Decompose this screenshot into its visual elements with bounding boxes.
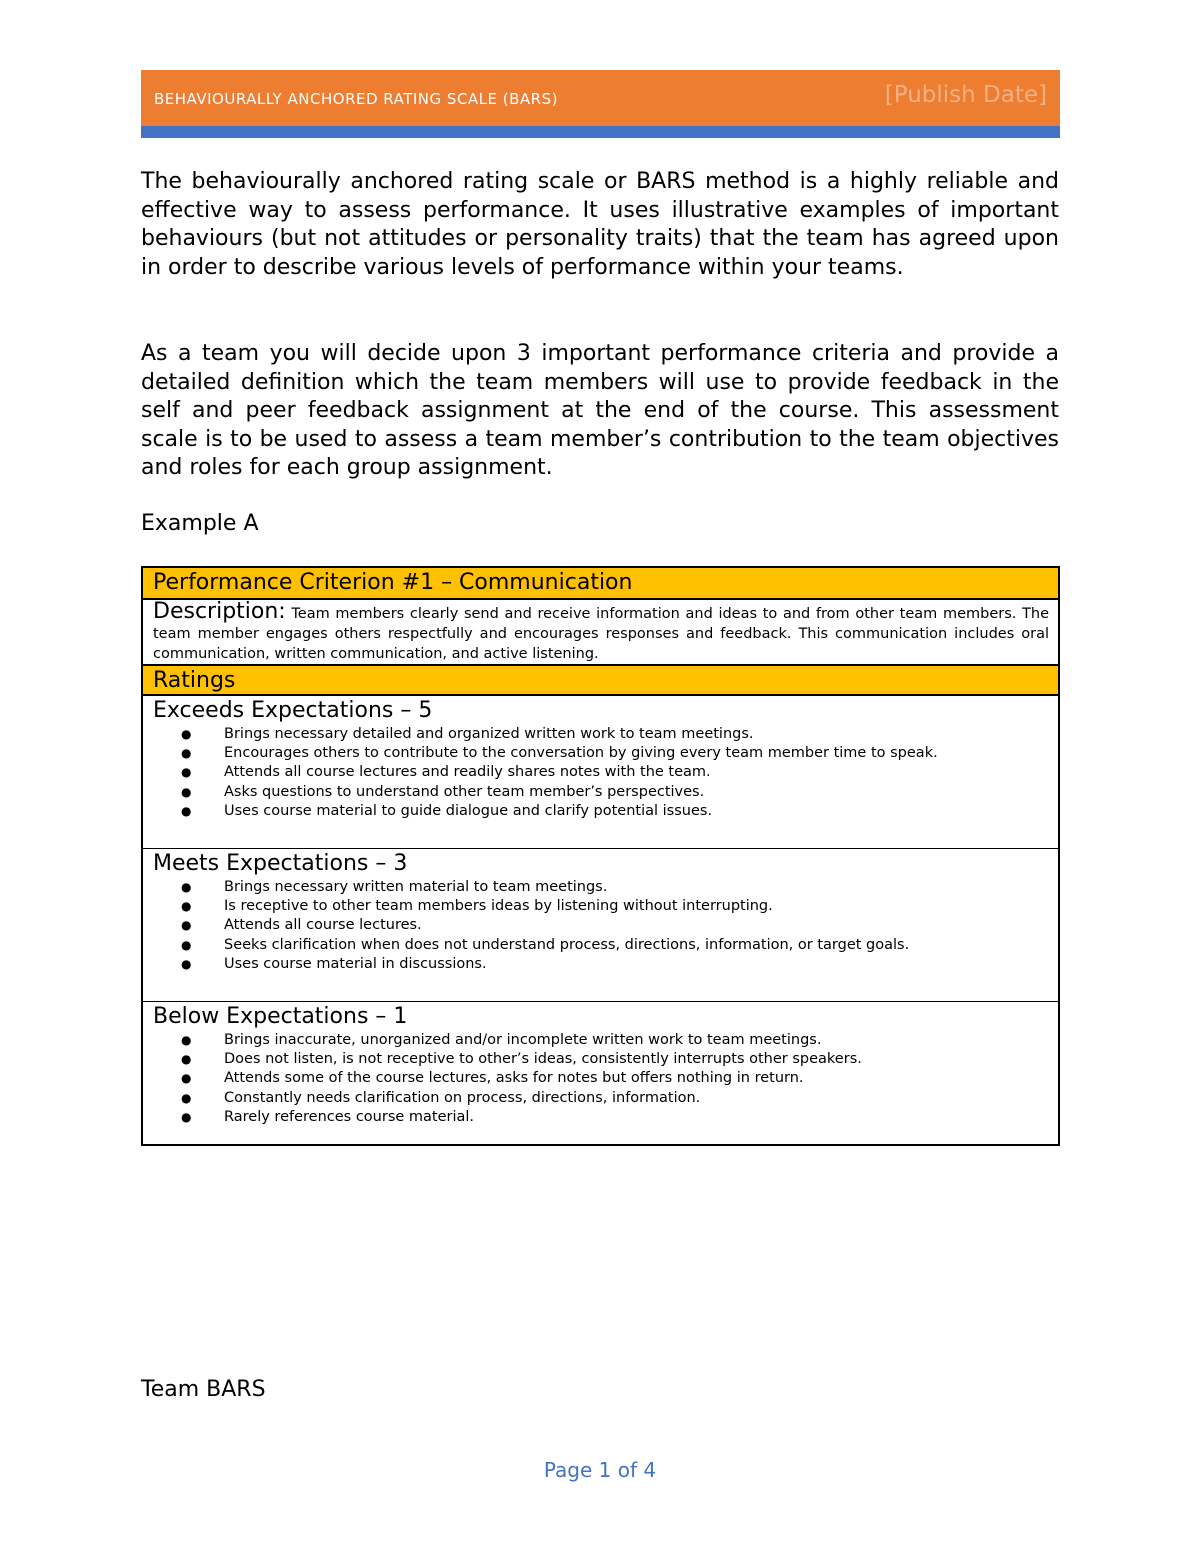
list-item: ● Rarely references course material.: [181, 1108, 862, 1127]
description-row: [143, 600, 1058, 666]
bullet-icon: ●: [181, 803, 192, 818]
criterion-title: Performance Criterion #1 – Communication: [153, 570, 633, 595]
list-item: ● Does not listen, is not receptive to other’s ideas, consistently interrupts other speakers.: [181, 1050, 862, 1069]
rating-exceeds: [143, 696, 1058, 849]
publish-date-placeholder: [Publish Date]: [884, 82, 1047, 108]
list-item: ● Brings necessary written material to team meetings.: [181, 878, 909, 897]
ratings-label: Ratings: [153, 668, 236, 693]
bullet-icon: ●: [181, 956, 192, 971]
bullet-list: [181, 725, 938, 821]
bullet-icon: ●: [181, 918, 192, 933]
list-item: ● Attends all course lectures and readily shares notes with the team.: [181, 763, 938, 782]
list-item: ● Encourages others to contribute to the conversation by giving every team member time to speak.: [181, 744, 938, 763]
bullet-icon: ●: [181, 1109, 192, 1124]
bullet-icon: ●: [181, 899, 192, 914]
bullet-icon: ●: [181, 880, 192, 894]
team-bars-heading: Team BARS: [141, 1377, 266, 1402]
description-text: [153, 599, 1050, 664]
header-rule: [141, 126, 1060, 138]
list-item: ● Is receptive to other team members ideas by listening without interrupting.: [181, 897, 909, 916]
list-item: ● Asks questions to understand other team member’s perspectives.: [181, 783, 938, 802]
bullet-icon: ●: [181, 746, 192, 761]
bullet-icon: ●: [181, 937, 192, 952]
rating-title: Exceeds Expectations – 5: [153, 698, 433, 723]
header-title: BEHAVIOURALLY ANCHORED RATING SCALE (BARS): [154, 90, 558, 108]
bullet-icon: ●: [181, 1090, 192, 1105]
description-label: Description:: [153, 599, 286, 624]
bullet-icon: ●: [181, 727, 192, 741]
bullet-icon: ●: [181, 784, 192, 799]
bullet-list: [181, 1031, 862, 1127]
bullet-icon: ●: [181, 1033, 192, 1047]
list-item: ● Uses course material in discussions.: [181, 955, 909, 974]
intro-paragraph-2: As a team you will decide upon 3 important performance criteria and provide a detailed definition which the team members will use to provide feedback in the self and peer feedback assignment at the end of the course. This assessment scale is to be used to assess a team member’s contribution to the team objectives and roles for each group assignment.: [141, 341, 1059, 481]
list-item: ● Attends some of the course lectures, asks for notes but offers nothing in return.: [181, 1069, 862, 1088]
bullet-icon: ●: [181, 765, 192, 780]
criterion-row: [143, 568, 1058, 600]
example-heading: Example A: [141, 511, 259, 536]
rating-below: [143, 1002, 1058, 1144]
rating-title: Below Expectations – 1: [153, 1004, 408, 1029]
list-item: ● Attends all course lectures.: [181, 916, 909, 935]
intro-paragraph-1: The behaviourally anchored rating scale or BARS method is a highly reliable and effective way to assess performance. It uses illustrative examples of important behaviours (but not attitudes or personality traits) that the team has agreed upon in order to describe various levels of performance within your teams.: [141, 169, 1059, 280]
bullet-list: [181, 878, 909, 974]
bullet-icon: ●: [181, 1071, 192, 1086]
list-item: ● Seeks clarification when does not understand process, directions, information, or target goals.: [181, 936, 909, 955]
rating-meets: [143, 849, 1058, 1002]
list-item: ● Brings inaccurate, unorganized and/or incomplete written work to team meetings.: [181, 1031, 862, 1050]
list-item: ● Constantly needs clarification on process, directions, information.: [181, 1089, 862, 1108]
rating-title: Meets Expectations – 3: [153, 851, 408, 876]
bullet-icon: ●: [181, 1052, 192, 1067]
bars-table: [141, 566, 1060, 1146]
list-item: ● Uses course material to guide dialogue and clarify potential issues.: [181, 802, 938, 821]
list-item: ● Brings necessary detailed and organized written work to team meetings.: [181, 725, 938, 744]
ratings-row: [143, 666, 1058, 696]
description-body: Team members clearly send and receive information and ideas to and from other team members. The team member engages others respectfully and encourages responses and feedback. This communication includes oral communication, written communication, and active listening.: [153, 606, 1050, 662]
page-number: Page 1 of 4: [543, 1458, 657, 1482]
document-header: [141, 70, 1060, 126]
